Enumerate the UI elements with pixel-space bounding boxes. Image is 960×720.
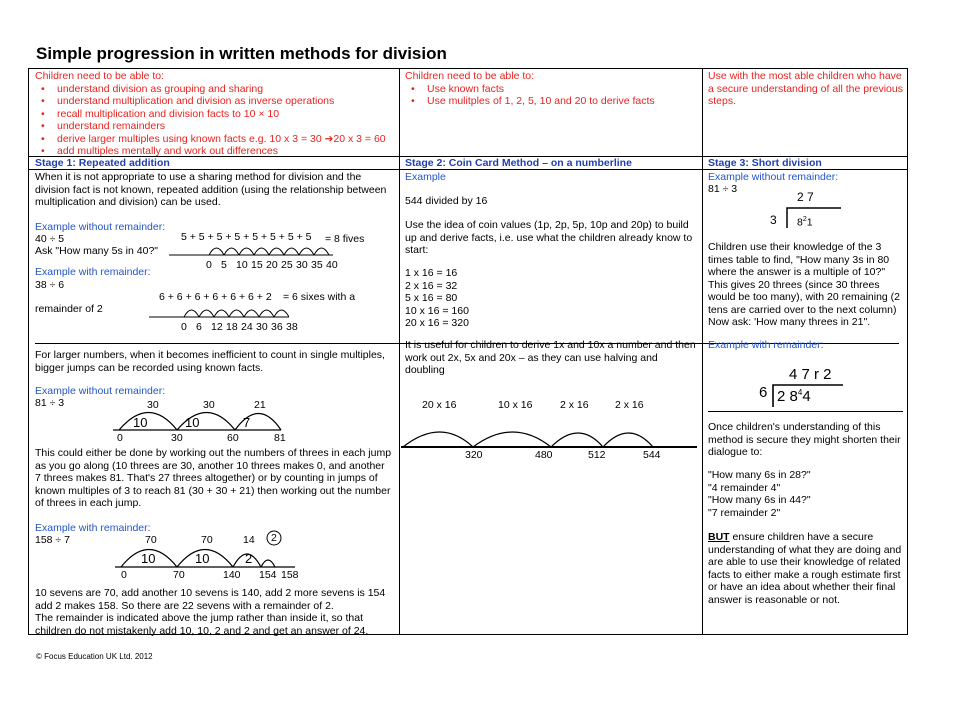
coin-numberline [401,421,703,451]
prereq-item: • Use known facts [427,83,695,96]
dividend [797,214,813,229]
stage1-intro: When it is not appropriate to use a sharing method for division and the division fact is not known, repeated addition (using the relationship between multiplication and division) can be used. [35,171,387,208]
divisor: 6 [759,384,768,401]
quotient: 2 7 [797,190,814,204]
carry-digit: 2 [802,216,807,223]
jump-arc [284,248,299,255]
division-bracket [785,206,845,228]
tick-label: 544 [643,449,661,461]
dialogue-line: "4 remainder 4" [708,481,781,494]
stage3-explanation: Children use their knowledge of the 3 times table to find, "How many 3s in 80 where the answer is a multiple of 10?" This gives 20 threes (since 30 threes would be too many), with 20 remaining (2 tens are carried over to the next column) Now ask: 'How many threes in 21". [708,241,901,328]
prereq-heading: Children need to be able to: [405,70,535,82]
jump-top-label: 21 [254,399,266,411]
tick-label: 20 [266,259,278,271]
dividend-digit: 2 8 [777,388,798,405]
example-label: Example with remainder: [35,522,151,534]
jump-arc [274,310,289,317]
tick-label: 38 [286,321,298,333]
jump-top-label: 30 [203,399,215,411]
dividend [777,387,811,404]
jump-arc [209,248,224,255]
prereq-item: • Use mulitples of 1, 2, 5, 10 and 20 to derive facts [427,95,695,108]
tick-label: 0 [121,569,127,581]
jump-arc [184,310,199,317]
methods-table [28,68,908,635]
tick-label: 70 [173,569,185,581]
fact: 2 x 16 = 32 [405,279,458,292]
fact: 20 x 16 = 320 [405,317,469,329]
tick-label: 154 [259,569,277,581]
jump-top-label: 2 x 16 [615,399,644,411]
tick-label: 30 [296,259,308,271]
tick-label: 30 [171,432,183,444]
prereq-item: • understand division as grouping and sharing [57,83,395,96]
prereq-col1 [35,70,395,158]
tick-label: 81 [274,432,286,444]
section-rule [708,411,903,412]
tick-label: 5 [221,259,227,271]
facts-list [405,267,605,330]
tick-label: 24 [241,321,253,333]
jump-top-label: 70 [201,534,213,546]
but-text: ensure children have a secure understanding of what they are doing and are able to use their knowledge of related facts to either make a rough estimate first or have an idea about whether their final answer is reasonable or not. [708,531,902,606]
prereq-heading: Children need to be able to: [35,70,165,82]
tick-label: 0 [117,432,123,444]
jump-arc [199,310,214,317]
jump-top-label: 2 x 16 [560,399,589,411]
stage2-heading: Stage 2: Coin Card Method – on a numberline [405,157,632,169]
tick-label: 480 [535,449,553,461]
question: 544 divided by 16 [405,195,488,207]
jump-arc [254,248,269,255]
example-label: Example without remainder: [35,385,166,397]
dialogue-line: "How many 6s in 28?" [708,469,811,481]
stage3-explanation: Once children's understanding of this method is secure they might shorten their dialogue to: [708,421,901,458]
dialogue-list [708,469,904,519]
column-divider [399,69,400,634]
carry-digit: 4 [797,388,803,397]
jump-arc [259,310,274,317]
example-label: Example with remainder: [708,339,824,351]
dialogue-line: "How many 6s in 44?" [708,494,811,506]
example-label: Example without remainder: [35,221,166,233]
jump-arc [299,248,314,255]
tick-label: 30 [256,321,268,333]
jump-arc [269,248,284,255]
but-paragraph [708,531,904,606]
dividend-digit: 4 [802,388,811,405]
example-label: Example with remainder: [35,266,151,278]
example-label: Example without remainder: [708,171,839,183]
tick-label: 10 [236,259,248,271]
question: 158 ÷ 7 [35,534,70,546]
question-text: Ask "How many 5s in 40?" [35,245,159,257]
prereq-item: • understand remainders [57,120,395,133]
remainder-circle-label: 2 [271,532,277,544]
prereq-item: • understand multiplication and division as inverse operations [57,95,395,108]
tick-label: 18 [226,321,238,333]
jump-inside-label: 10 [195,551,210,566]
jump-arc [244,310,259,317]
question: 81 ÷ 3 [35,397,65,409]
question: 40 ÷ 5 [35,233,65,245]
jump-arc [314,248,329,255]
jump-inside-label: 10 [141,551,156,566]
tick-label: 0 [181,321,187,333]
tick-label: 6 [196,321,202,333]
tick-label: 140 [223,569,241,581]
jump-top-label: 14 [243,534,255,546]
fact: 10 x 16 = 160 [405,304,469,317]
question-text: remainder of 2 [35,303,103,315]
tick-label: 40 [326,259,338,271]
jump-arc [214,310,229,317]
tick-label: 15 [251,259,263,271]
explanation-text: This could either be done by working out the numbers of threes in each jump as you go along (10 threes are 30, another 10 threes makes 0, and another 7 threes makes 81. That's 27 threes altogether) or by counting in jumps of known multiples of 3 to reach 81 (30 + 30 + 21) then working out the number of threes in each jump. [35,447,392,509]
example-label: Example [405,171,446,183]
tick-label: 60 [227,432,239,444]
jump-arc [224,248,239,255]
jump-inside-label: 7 [243,415,251,430]
larger-numbers-text: For larger numbers, when it becomes inefficient to count in single multiples, bigger jumps can be recorded using known facts. [35,349,385,374]
explanation-text: The remainder is indicated above the jump rather than inside it, so that children do not mistakenly add 10, 10, 2 and 2 and get an answer of 24. [35,612,369,637]
jump-arc [239,248,254,255]
prereq-item: • add multiples mentally and work out differences [57,145,395,158]
dividend-digit: 1 [806,216,813,229]
sum-result: = 8 fives [325,233,365,245]
jump-inside-label: 10 [185,415,200,430]
tick-label: 36 [271,321,283,333]
stage1-heading: Stage 1: Repeated addition [35,157,170,169]
prereq-item: • recall multiplication and division facts to 10 × 10 [57,108,395,121]
useful-text: It is useful for children to derive 1x and 10x a number and then work out 2x, 5x and 20x – as they can use halving and doubling [405,339,696,376]
jump-top-label: 30 [147,399,159,411]
jump-inside-label: 10 [133,415,148,430]
fact: 1 x 16 = 16 [405,267,458,279]
tick-label: 320 [465,449,483,461]
dialogue-line: "7 remainder 2" [708,506,781,519]
tick-label: 35 [311,259,323,271]
coin-idea-text: Use the idea of coin values (1p, 2p, 5p, 10p and 20p) to build up and derive facts, i.e. use what the children already know to start: [405,219,693,256]
jump-top-label: 10 x 16 [498,399,533,411]
copyright-footer: © Focus Education UK Ltd. 2012 [36,652,153,661]
tick-label: 0 [206,259,212,271]
jump-top-label: 20 x 16 [422,399,457,411]
quotient: 4 7 r 2 [789,366,832,383]
jump-arc [229,310,244,317]
prereq-col2 [405,70,695,108]
prereq-item: • derive larger multiples using known facts e.g. 10 x 3 = 30 ➔20 x 3 = 60 [57,133,395,146]
sum-label: 6 + 6 + 6 + 6 + 6 + 6 + 2 [159,291,272,303]
prereq-col3: Use with the most able children who have a secure understanding of all the previous steps. [708,70,903,107]
question: 38 ÷ 6 [35,279,65,291]
question: 81 ÷ 3 [708,183,738,195]
tick-label: 158 [281,569,299,581]
tick-label: 12 [211,321,223,333]
jump-inside-label: 2 [245,551,253,566]
page-title: Simple progression in written methods for division [36,44,447,63]
tick-label: 512 [588,449,606,461]
sum-label: 5 + 5 + 5 + 5 + 5 + 5 + 5 + 5 [181,231,312,243]
divisor: 3 [770,213,777,227]
stage3-heading: Stage 3: Short division [708,157,822,169]
column-divider [702,69,703,634]
but-emphasis: BUT [708,531,730,543]
sum-result: = 6 sixes with a [283,291,356,303]
fact: 5 x 16 = 80 [405,292,458,304]
explanation-text: 10 sevens are 70, add another 10 sevens is 140, add 2 more sevens is 154 add 2 makes 158. So there are 22 sevens with a remainder of 2. [35,587,386,612]
tick-label: 25 [281,259,293,271]
dividend-digit: 8 [797,216,803,229]
jump-top-label: 70 [145,534,157,546]
